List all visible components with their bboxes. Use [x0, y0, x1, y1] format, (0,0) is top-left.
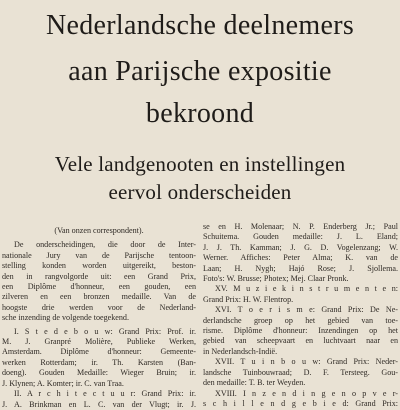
right-line: J. J. Th. Kamman; J. G. D. Vogelenzang; W. — [203, 242, 398, 252]
right-line: in Nederlandsch-Indië. — [203, 346, 278, 356]
left-line: werken Rotterdam; ir. Th. Karsten (Ban- — [2, 357, 196, 367]
right-line: gebied van scheepvaart en luchtvaart naar en — [203, 336, 398, 346]
right-line: Foto's: W. Brusse; Photex; Mej. Claar Pronk. — [203, 274, 349, 284]
left-line: J. Klynen; A. Komter; ir. C. van Traa. — [2, 378, 124, 388]
right-line: s c h i l l e n d g e b i e d: Grand Prix: — [203, 398, 398, 408]
right-line: risme. Diplôme d'honneur: Inzendingen op het — [203, 326, 398, 336]
right-line: Werner. Affiches: Peter Alma; K. van de — [203, 253, 398, 263]
left-line: J. A. Brinkman en L. C. van der Vlugt; ir. J. — [2, 399, 196, 409]
subheadline-line-1: Vele landgenooten en instellingen — [54, 152, 346, 176]
right-column — [203, 222, 398, 409]
left-line: Amsterdam. Diplôme d'honneur: Gemeente- — [2, 347, 196, 357]
byline: (Van onzen correspondent). — [54, 226, 144, 235]
left-line: hoogste drie werden voor de Nederland- — [2, 302, 196, 312]
left-line: stelling konden worden uitgereikt, beston- — [2, 261, 196, 271]
left-line: sche inzending de volgende toegekend. — [2, 313, 129, 323]
headline-line-2: aan Parijsche expositie — [68, 56, 332, 87]
left-line: een Diplôme d'honneur, een gouden, een — [2, 282, 196, 292]
right-line: XVII. T u i n b o u w: Grand Prix: Neder- — [215, 357, 398, 367]
right-line: derlandsche groep op het gebied van toe- — [203, 315, 398, 325]
subheadline-line-2: eervol onderscheiden — [108, 180, 292, 204]
left-line: II. A r c h i t e c t u u r: Grand Prix: ir. — [14, 389, 196, 399]
left-column — [2, 226, 196, 410]
left-line: I. S t e d e b o u w: Grand Prix: Prof. ir. — [14, 326, 196, 336]
right-line: Schuitema. Gouden medaille: J. L. Eland; — [203, 232, 398, 242]
headline-line-3: bekroond — [145, 98, 255, 129]
left-line: M. J. Granpré Molière, Publieke Werken, — [2, 337, 196, 347]
right-line: XV. M u z i e k i n s t r u m e n t e n: — [215, 284, 398, 294]
left-line: zilveren en een bronzen medaille. Van de — [2, 292, 196, 302]
left-line: nationale Jury van de Parijsche tentoon- — [2, 250, 196, 260]
right-line: XVI. T o e r i s m e: Grand Prix: De Ne- — [215, 305, 398, 315]
headline-line-1: Nederlandsche deelnemers — [45, 10, 355, 41]
right-line: XVIII. I n z e n d i n g e n o p v e r- — [215, 388, 398, 398]
right-line: Laan; H. Nygh; Hajó Rose; J. Sjollema. — [203, 263, 398, 273]
right-line: Grand Prix: H. W. Flentrop. — [203, 294, 294, 304]
left-line: De onderscheidingen, die door de Inter- — [14, 240, 196, 250]
right-line: landsche Tuinbouwraad; D. F. Tersteeg. Gou- — [203, 367, 398, 377]
right-line: se en H. Molenaar; N. P. Enderberg Jr.; Paul — [203, 222, 398, 231]
right-line: den medaille: T. B. ter Weyden. — [203, 378, 306, 388]
left-line: doeng). Gouden Medaille: Wieger Bruin; ir. — [2, 368, 196, 378]
left-line: den in rangvolgorde uit: een Grand Prix, — [2, 271, 196, 281]
